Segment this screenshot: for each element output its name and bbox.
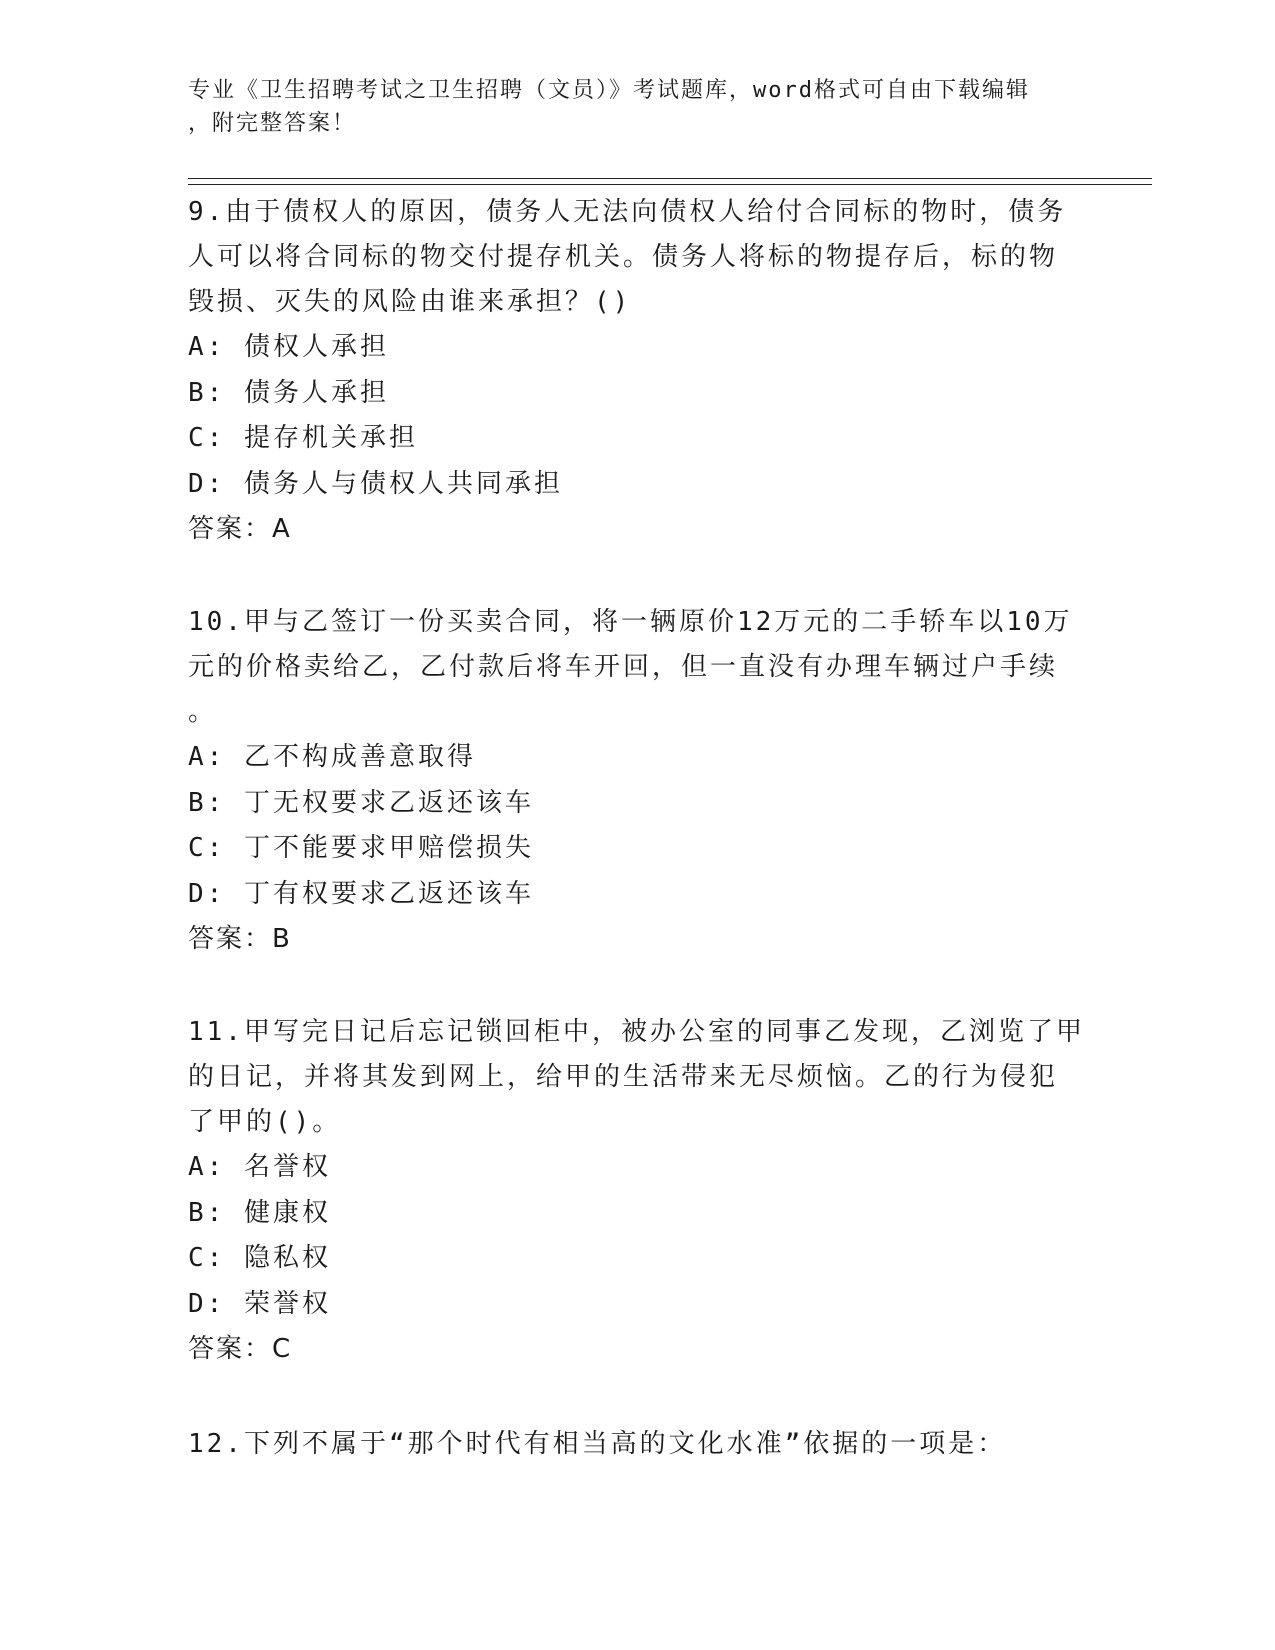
question-text (188, 1010, 1088, 1145)
option-b: B: 债务人承担 (188, 377, 389, 408)
question-line: 元的价格卖给乙，乙付款后将车开回，但一直没有办理车辆过户手续 (188, 652, 1059, 682)
question-text (188, 600, 1088, 735)
header-divider-top (188, 178, 1152, 179)
question-11 (188, 1010, 1088, 1372)
option-c: C: 提存机关承担 (188, 423, 418, 453)
option-b: B: 丁无权要求乙返还该车 (188, 787, 534, 818)
option-a: A: 名誉权 (188, 1152, 331, 1182)
document-header (188, 74, 1088, 140)
option-c: C: 隐私权 (188, 1243, 331, 1273)
question-text (188, 190, 1088, 325)
question-line: 毁损、灭失的风险由谁来承担？() (188, 287, 632, 317)
question-line: 10.甲与乙签订一份买卖合同，将一辆原价12万元的二手轿车以10万 (188, 607, 1073, 637)
question-10 (188, 600, 1088, 962)
header-line-2: ，附完整答案！ (188, 111, 357, 136)
question-line: 的日记，并将其发到网上，给甲的生活带来无尽烦恼。乙的行为侵犯 (188, 1062, 1059, 1092)
option-d: D: 荣誉权 (188, 1288, 331, 1319)
question-line: 人可以将合同标的物交付提存机关。债务人将标的物提存后，标的物 (188, 242, 1059, 272)
option-c: C: 丁不能要求甲赔偿损失 (188, 833, 534, 863)
option-d: D: 债务人与债权人共同承担 (188, 468, 563, 499)
question-9 (188, 190, 1088, 552)
option-b: B: 健康权 (188, 1197, 331, 1228)
question-line: 11.甲写完日记后忘记锁回柜中，被办公室的同事乙发现，乙浏览了甲 (188, 1017, 1085, 1047)
option-d: D: 丁有权要求乙返还该车 (188, 878, 534, 909)
answer-label: 答案：C (188, 1334, 293, 1364)
question-line: 12.下列不属于“那个时代有相当高的文化水准”依据的一项是： (188, 1429, 1007, 1459)
question-line: 9.由于债权人的原因，债务人无法向债权人给付合同标的物时，债务 (188, 197, 1067, 227)
question-text (188, 1422, 1088, 1467)
option-a: A: 乙不构成善意取得 (188, 742, 476, 772)
header-line-1: 专业《卫生招聘考试之卫生招聘（文员）》考试题库，word格式可自由下载编辑 (188, 78, 1030, 103)
answer-label: 答案：B (188, 924, 292, 954)
question-line: 了甲的()。 (188, 1107, 342, 1137)
question-12 (188, 1422, 1088, 1467)
option-a: A: 债权人承担 (188, 332, 389, 362)
answer-label: 答案：A (188, 514, 292, 544)
question-line: 。 (188, 697, 218, 727)
header-divider-bottom (188, 184, 1152, 185)
